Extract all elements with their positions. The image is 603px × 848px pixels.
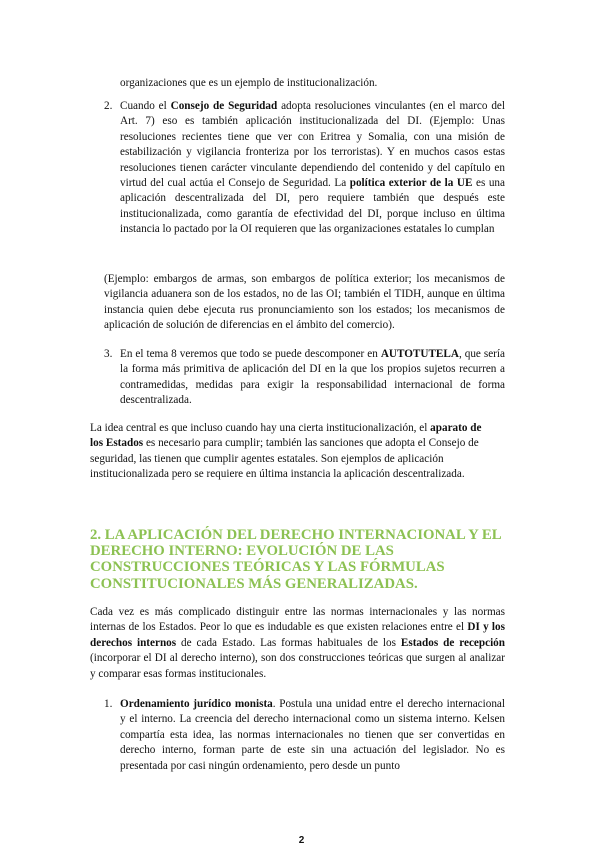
list-item-number: 3.: [104, 348, 113, 360]
text-run: es una aplicación descentralizada del DI, pero requiere también que después este institucionalizada, como garantía de efectividad del DI, porque incluso en última instancia lo pactado por la OI requieren que las organizaciones estatales lo cumplan: [120, 177, 505, 236]
bold-text: política exterior de la UE: [349, 177, 473, 190]
list-item-number: 1.: [104, 698, 113, 710]
bold-text: AUTOTUTELA: [380, 348, 459, 360]
text-run: Cuando el: [120, 100, 171, 112]
text-run: , que sería la forma más primitiva de aplicación del DI en la que los propios sujetos recurren a contramedidas, medidas para exigir la responsabilidad internacional de forma descentralizada.: [120, 348, 505, 407]
list-item-text: [120, 697, 505, 774]
text-run: La idea central es que incluso cuando hay una cierta institucionalización, el: [90, 422, 431, 434]
text-run: Cada vez es más complicado distinguir entre las normas internacionales y las normas internas de los Estados. Peor lo que es indudable es que existen relaciones entre el: [90, 606, 505, 634]
list-item-text: [120, 99, 505, 238]
intro-paragraph: [90, 605, 505, 682]
text-run: de cada Estado. Las formas habituales de los: [176, 636, 401, 649]
bold-text: Consejo de Seguridad: [170, 100, 278, 112]
bold-text: Estados de recepción: [400, 636, 505, 649]
bold-text: aparato de los Estados: [90, 422, 482, 450]
continuation-text: organizaciones que es un ejemplo de institucionalización.: [120, 77, 378, 89]
text-run: adopta resoluciones vinculantes (en el marco del Art. 7) eso es también aplicación institucionalizada del DI. (Ejemplo: Unas resoluciones recientes tiene que ver con Eritrea y Somalia, con una misión de estabilización y vigilancia fronteriza por los terroristas). Y en muchos casos estas resoluciones tienen carácter vinculante dependiendo del contenido y del capítulo en virtud del cual actúa el Consejo de Seguridad. La: [120, 100, 505, 190]
bold-text: DI y los derechos internos: [90, 621, 505, 649]
text-run: (incorporar el DI al derecho interno), son dos construcciones teóricas que surgen al analizar y comparar esas formas institucionales.: [90, 652, 505, 680]
bold-text: Ordenamiento jurídico monista: [120, 698, 273, 710]
text-run: En el tema 8 veremos que todo se puede descomponer en: [120, 348, 381, 360]
list-item-number: 2.: [104, 100, 113, 112]
text-run: es necesario para cumplir; también las sanciones que adopta el Consejo de seguridad, las tienen que cumplir agentes estatales. Son ejemplos de aplicación institucionalizada pero se requiere en última instancia la aplicación descentralizada.: [90, 437, 479, 481]
example-paragraph: (Ejemplo: embargos de armas, son embargos de política exterior; los mecanismos de vigilancia aduanera son de los estados, no de las OI; también el TIDH, aunque en última instancia quien debe ejecuta rus pronunciamiento son los estados; los mecanismos de aplicación de solución de diferencias en el ámbito del comercio).: [104, 273, 505, 332]
central-idea-paragraph: [90, 421, 490, 483]
page-number: 2: [298, 835, 305, 846]
list-item-text: [120, 347, 505, 409]
text-run: . Postula una unidad entre el derecho internacional y el interno. La creencia del derecho internacional como un sistema interno. Kelsen compartía esta idea, las normas internacionales no tienen que ser convertidas en derecho interno, forman parte de este sin una actuación del legislador. No es presentada por casi ningún ordenamiento, pero desde un punto: [120, 698, 505, 772]
section-heading: 2. LA APLICACIÓN DEL DERECHO INTERNACIONAL Y EL DERECHO INTERNO: EVOLUCIÓN DE LAS CONSTRUCCIONES TEÓRICAS Y LAS FÓRMULAS CONSTITUCIONALES MÁS GENERALIZADAS.: [90, 527, 501, 592]
